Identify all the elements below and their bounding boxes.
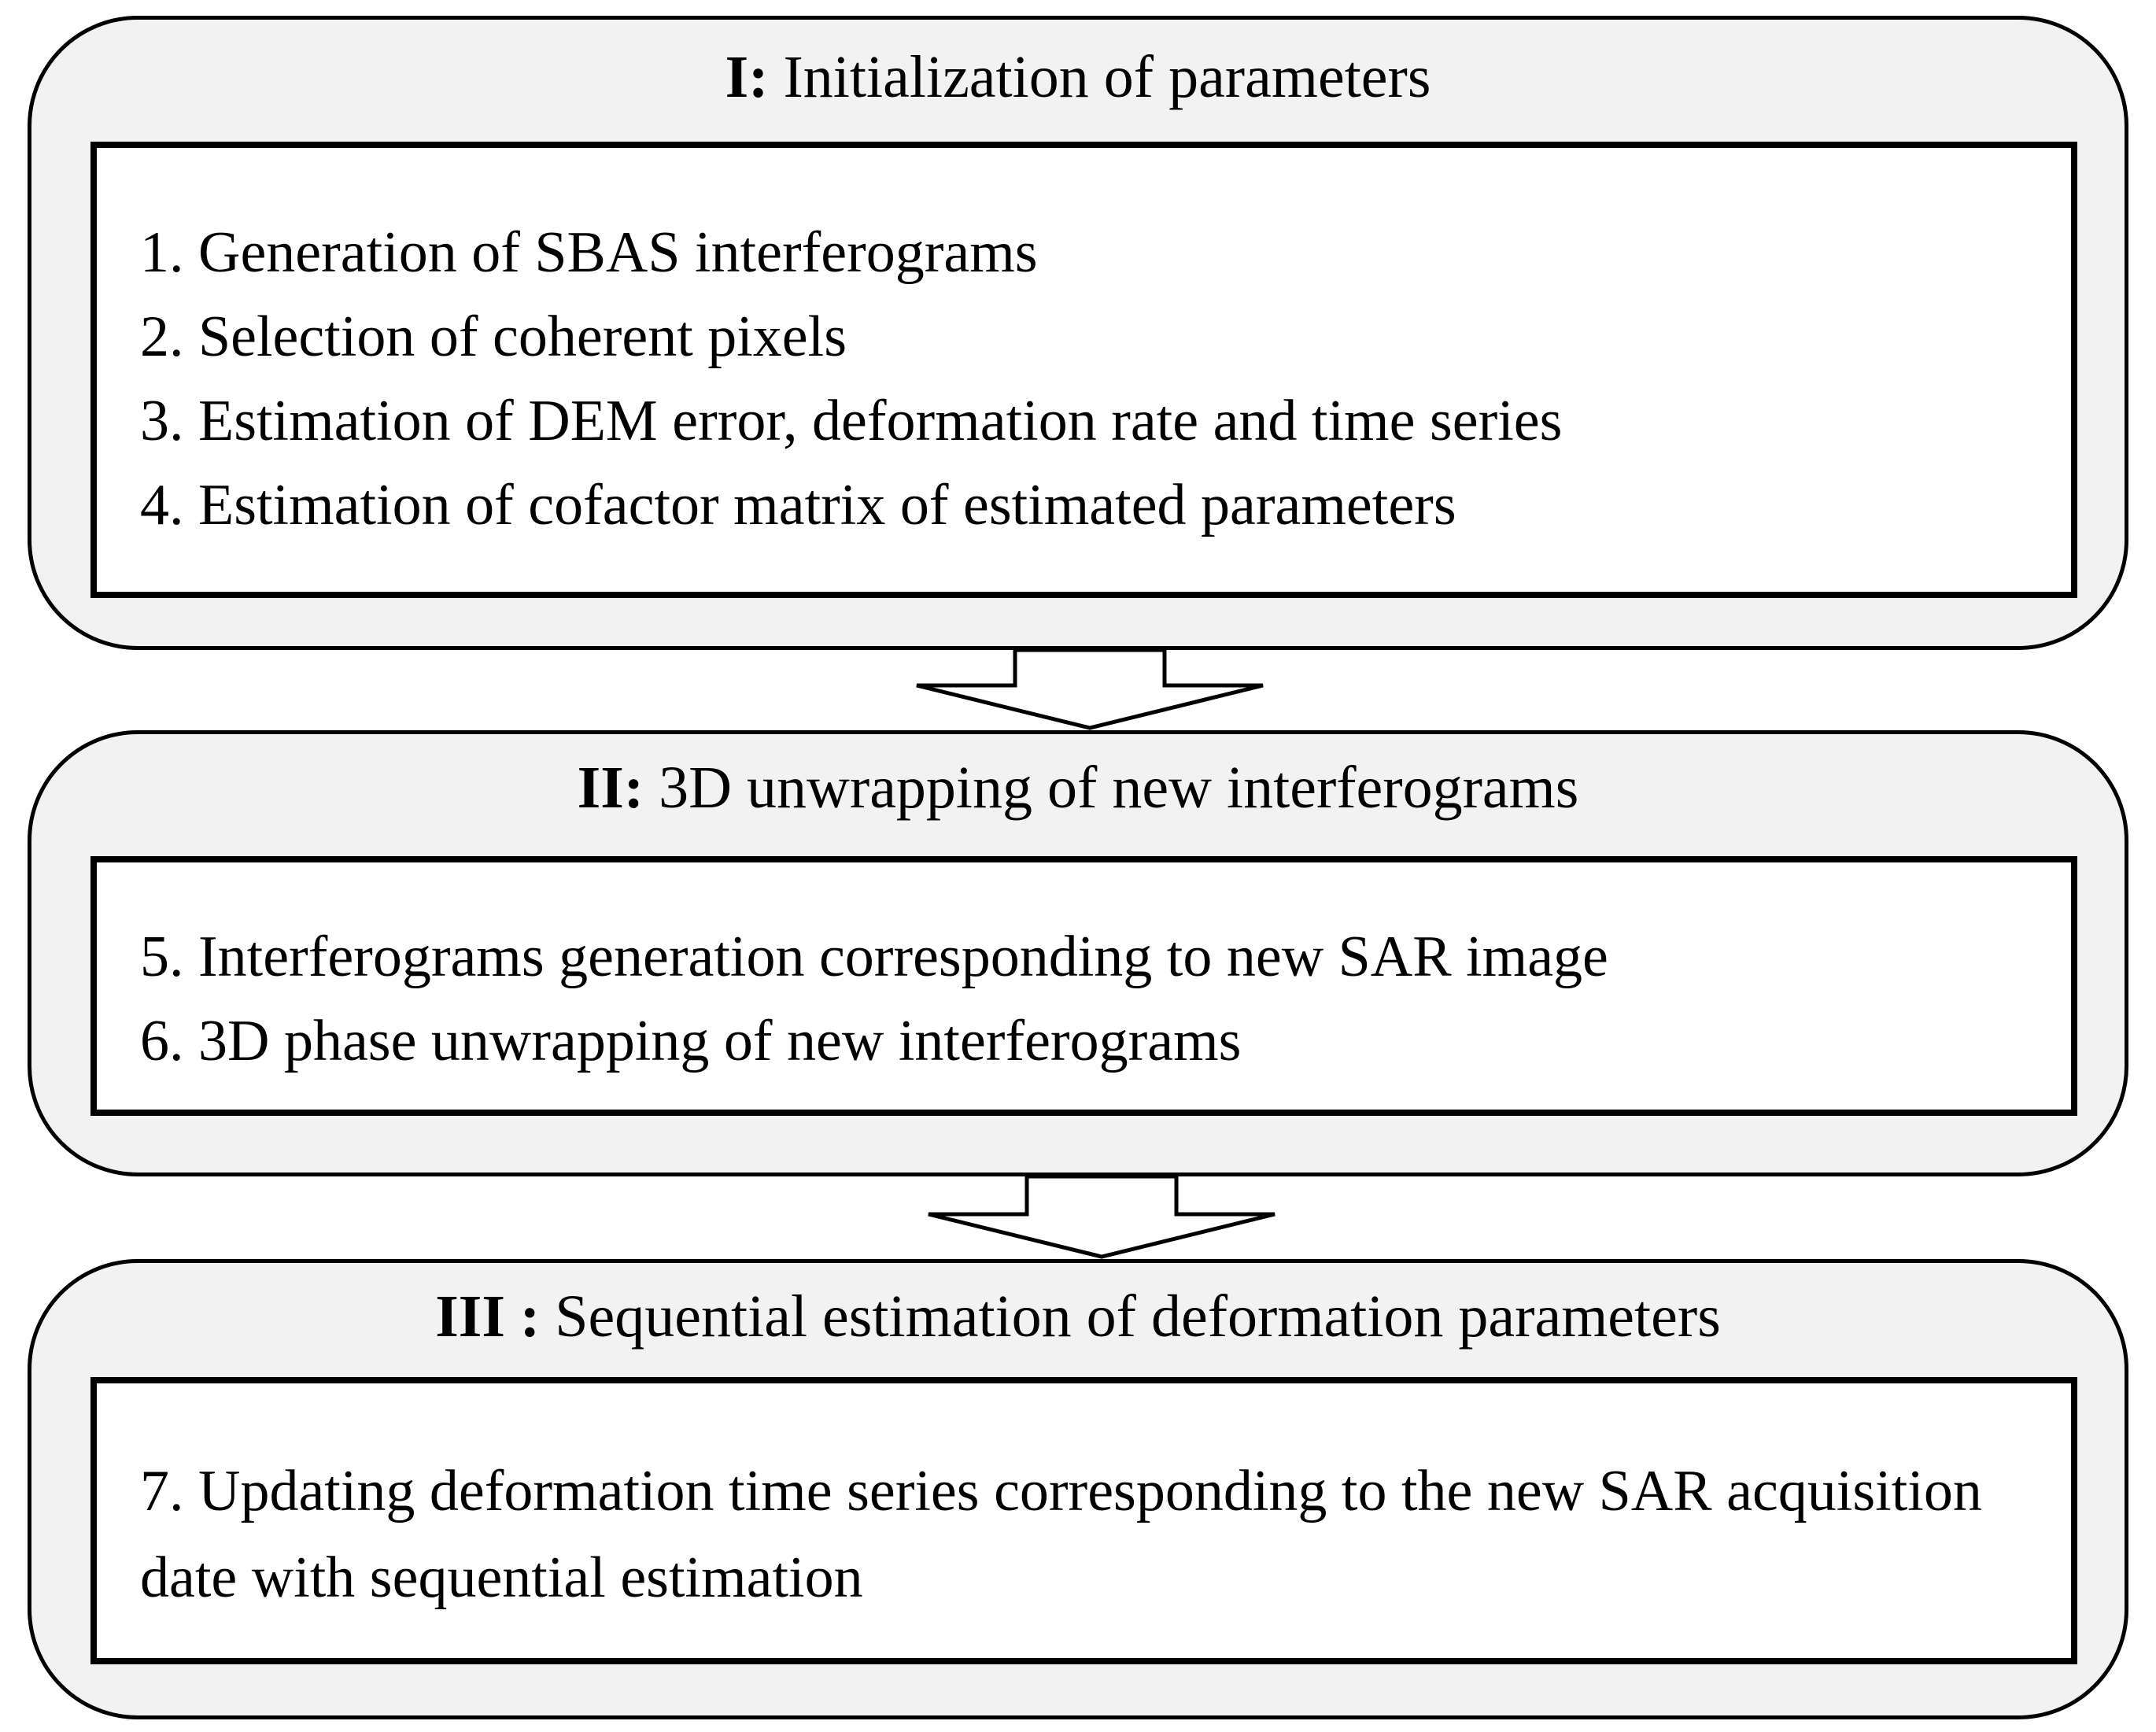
step-list <box>140 211 2047 548</box>
step-item: 3. Estimation of DEM error, deformation rate and time series <box>140 389 1563 453</box>
stage-sequential-estimation <box>28 1259 2128 1719</box>
stage-title <box>31 44 2125 110</box>
step-item: 6. 3D phase unwrapping of new interferograms <box>140 1009 1242 1073</box>
steps-box <box>90 142 2077 598</box>
stage-numeral: II: <box>577 755 644 821</box>
steps-box <box>90 1377 2077 1664</box>
step-item: 2. Selection of coherent pixels <box>140 305 847 369</box>
flow-arrow-down-icon <box>921 1176 1283 1259</box>
stage-title <box>31 1283 2125 1350</box>
steps-box <box>90 856 2077 1116</box>
stage-numeral: III : <box>435 1283 541 1350</box>
flow-arrow-down-icon <box>909 650 1271 730</box>
stage-title-text: Initialization of parameters <box>783 44 1431 110</box>
stage-initialization <box>28 16 2128 650</box>
stage-title <box>31 755 2125 821</box>
step-list <box>140 915 2047 1084</box>
step-item: 1. Generation of SBAS interferograms <box>140 220 1038 285</box>
step-item: 4. Estimation of cofactor matrix of estimated parameters <box>140 473 1456 537</box>
stage-unwrapping <box>28 730 2128 1176</box>
stage-title-text: 3D unwrapping of new interferograms <box>659 755 1579 821</box>
stage-title-text: Sequential estimation of deformation parameters <box>555 1283 1721 1350</box>
step-list <box>140 1448 2047 1621</box>
step-item: 7. Updating deformation time series corresponding to the new SAR acquisition date with sequential estimation <box>140 1459 1982 1610</box>
step-item: 5. Interferograms generation corresponding to new SAR image <box>140 925 1608 989</box>
stage-numeral: I: <box>725 44 769 110</box>
